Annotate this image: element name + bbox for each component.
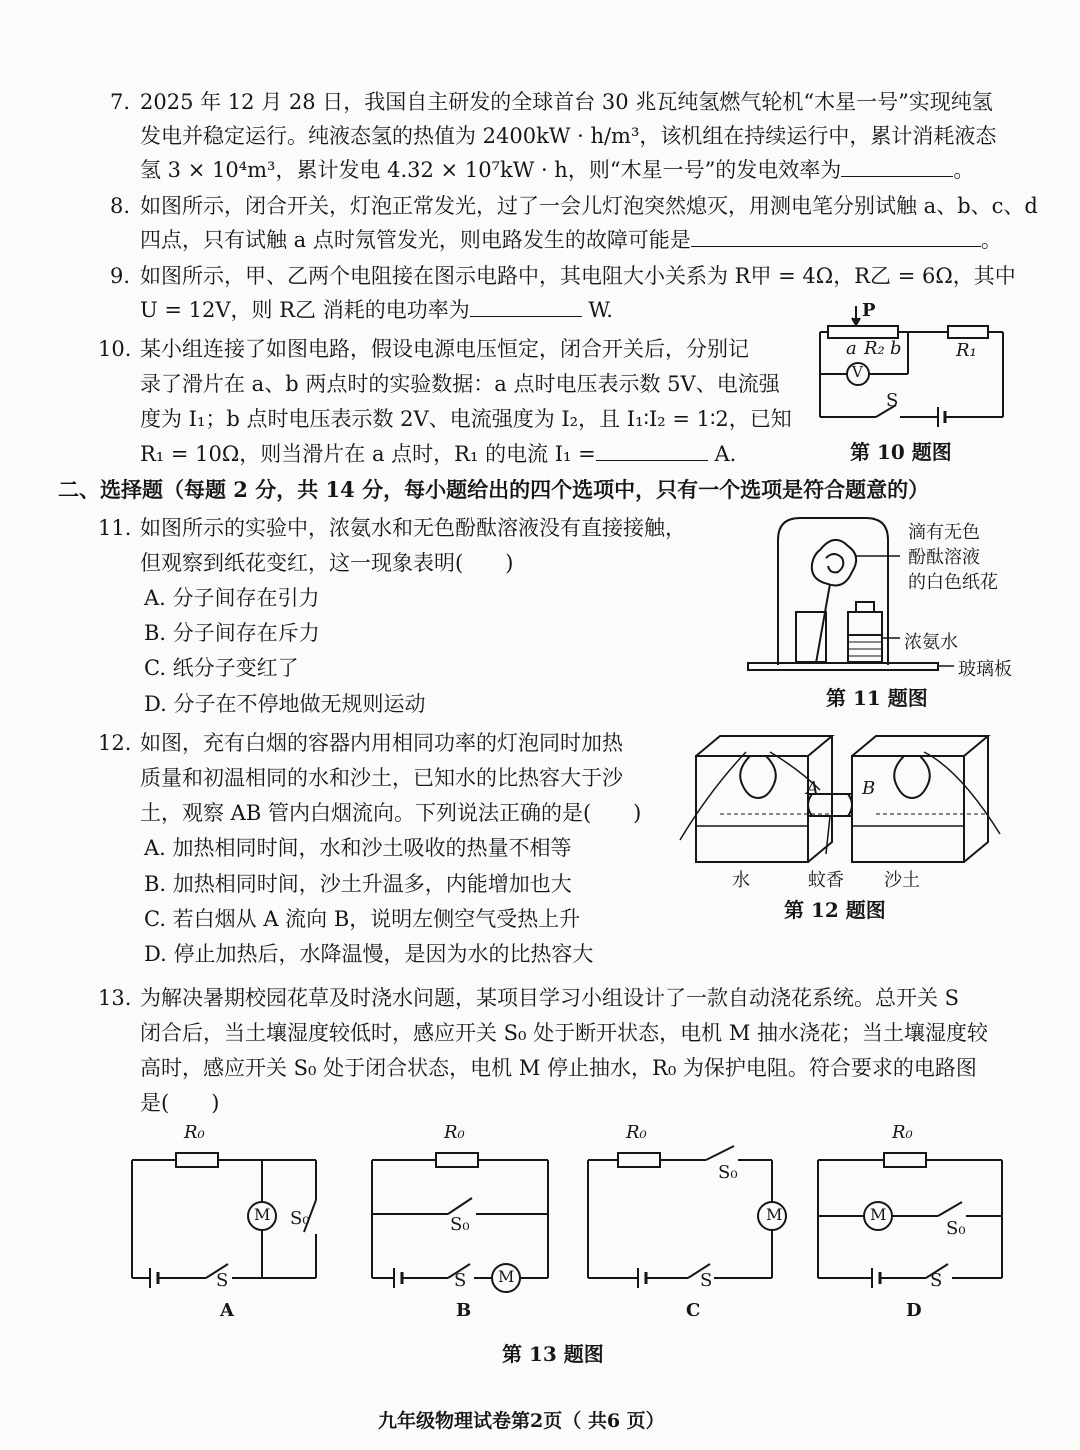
answer-blank-10[interactable] [596, 438, 708, 461]
question-13-line-3: 高时，感应开关 S₀ 处于闭合状态，电机 M 停止抽水，R₀ 为保护电阻。符合要求的电路图 [140, 1056, 977, 1080]
question-12-line-3: 土，观察 AB 管内白烟流向。下列说法正确的是( ) [140, 801, 642, 825]
figure-caption-12: 第 12 题图 [784, 898, 886, 922]
question-10-unit: A. [714, 442, 737, 466]
s0-label: S₀ [946, 1218, 966, 1239]
resistor-r0 [618, 1153, 660, 1167]
label-p: P [862, 300, 876, 321]
option-d[interactable]: D. 分子在不停地做无规则运动 [144, 692, 426, 716]
sand-label: 沙土 [884, 870, 920, 891]
question-number: 10. [98, 337, 132, 361]
r0-label: R₀ [626, 1122, 647, 1143]
question-12-boxes-figure [680, 730, 1010, 870]
resistor-r1 [948, 326, 988, 338]
answer-blank-7[interactable] [841, 154, 953, 177]
s0-label: S₀ [290, 1208, 310, 1229]
m-label: M [870, 1205, 887, 1224]
switch-s0 [938, 1202, 962, 1216]
label-r2: R₂ [864, 338, 885, 359]
option-a[interactable]: A. 分子间存在引力 [144, 586, 320, 610]
water-box [696, 756, 808, 862]
m-label: M [254, 1205, 271, 1224]
label-b: b [890, 338, 902, 359]
option-b[interactable]: B. 分子间存在斥力 [144, 621, 320, 645]
m-label: M [766, 1205, 783, 1224]
question-number: 13. [98, 986, 132, 1010]
answer-blank-8[interactable] [691, 224, 981, 247]
bulb-left [740, 756, 776, 798]
question-10-line-3: 度为 I₁；b 点时电压表示数 2V、电流强度为 I₂，且 I₁∶I₂ = 1∶2，已知 [140, 407, 792, 431]
question-7-end: 。 [953, 158, 975, 182]
figure-caption-13: 第 13 题图 [502, 1342, 604, 1366]
question-7-line-2: 发电并稳定运行。纯液态氢的热值为 2400kW · h/m³，该机组在持续运行中，累计消耗液态 [140, 124, 997, 148]
label-tube-b: B [862, 778, 876, 799]
glass-plate [748, 663, 938, 670]
question-10-circuit-figure [808, 302, 1008, 422]
label-tube-a: A [806, 778, 819, 799]
label-a: a [846, 338, 857, 359]
resistor-r0 [436, 1153, 478, 1167]
figure-caption-10: 第 10 题图 [850, 440, 952, 464]
s-label: S [930, 1270, 943, 1291]
r0-label: R₀ [184, 1122, 205, 1143]
r0-label: R₀ [892, 1122, 913, 1143]
sand-box [852, 756, 964, 862]
question-12-line-2: 质量和初温相同的水和沙土，已知水的比热容大于沙 [140, 766, 623, 790]
resistor-r0 [176, 1153, 218, 1167]
question-number: 9. [110, 264, 131, 288]
question-11-line-1: 如图所示的实验中，浓氨水和无色酚酞溶液没有直接接触， [140, 516, 686, 540]
option-label-b[interactable]: B [456, 1300, 472, 1321]
option-b[interactable]: B. 加热相同时间，沙土升温多，内能增加也大 [144, 872, 572, 896]
question-10-line-4 [140, 438, 736, 470]
label-r1: R₁ [956, 340, 977, 361]
option-c[interactable]: C. 若白烟从 A 流向 B，说明左侧空气受热上升 [144, 907, 581, 931]
question-7-text: 氢 3 × 10⁴m³，累计发电 4.32 × 10⁷kW · h，则“木星一号”的发电效率为 [140, 158, 842, 182]
ammonia-bottle [848, 612, 882, 662]
option-a[interactable]: A. 加热相同时间，水和沙土吸收的热量不相等 [144, 836, 572, 860]
s-label: S [700, 1270, 713, 1291]
ammonia-label: 浓氨水 [904, 632, 958, 653]
flower-label-2: 酚酞溶液 [908, 547, 980, 568]
question-number: 8. [110, 194, 131, 218]
question-9-line-2 [140, 294, 613, 326]
question-10-line-2: 录了滑片在 a、b 两点时的实验数据：a 点时电压表示数 5V、电流强 [140, 372, 780, 396]
option-label-c[interactable]: C [686, 1300, 701, 1321]
bulb-right [894, 756, 930, 798]
question-number: 7. [110, 90, 131, 114]
paper-flower [812, 540, 856, 586]
rheostat-r2 [828, 326, 898, 338]
option-label-a[interactable]: A [220, 1300, 234, 1321]
option-label-d[interactable]: D [906, 1300, 922, 1321]
question-8-line-2 [140, 224, 1002, 256]
flower-label-3: 的白色纸花 [908, 572, 998, 593]
question-7-line-1: 2025 年 12 月 28 日，我国自主研发的全球首台 30 兆瓦纯氢燃气轮机“木星一号”实现纯氢 [140, 90, 993, 114]
question-9-line-1: 如图所示，甲、乙两个电阻接在图示电路中，其电阻大小关系为 R甲 = 4Ω，R乙 = 6Ω，其中 [140, 264, 1016, 288]
circuit-option-d[interactable] [814, 1150, 1014, 1280]
r0-label: R₀ [444, 1122, 465, 1143]
resistor-r0 [884, 1153, 926, 1167]
question-13-line-1: 为解决暑期校园花草及时浇水问题，某项目学习小组设计了一款自动浇花系统。总开关 S [140, 986, 960, 1010]
page-footer: 九年级物理试卷第2页（ 共6 页） [378, 1410, 665, 1432]
question-8-line-1: 如图所示，闭合开关，灯泡正常发光，过了一会儿灯泡突然熄灭，用测电笔分别试触 a、b、c、d [140, 194, 1038, 218]
question-10-line-1: 某小组连接了如图电路，假设电源电压恒定，闭合开关后，分别记 [140, 337, 749, 361]
section-2-title: 二、选择题（每题 2 分，共 14 分，每小题给出的四个选项中，只有一个选项是符合题意的） [58, 477, 930, 502]
question-8-end: 。 [980, 228, 1002, 252]
s0-label: S₀ [718, 1162, 738, 1183]
switch-s0 [706, 1146, 734, 1160]
question-10-text: R₁ = 10Ω，则当滑片在 a 点时，R₁ 的电流 I₁ = [140, 442, 596, 466]
label-v: V [852, 363, 863, 381]
glass-plate-label: 玻璃板 [958, 659, 1012, 680]
question-9-unit: W. [588, 298, 613, 322]
question-11-line-2: 但观察到纸花变红，这一现象表明( ) [140, 551, 514, 575]
switch-s0 [448, 1198, 472, 1214]
s-label: S [454, 1270, 467, 1291]
answer-blank-9[interactable] [470, 294, 582, 317]
option-d[interactable]: D. 停止加热后，水降温慢，是因为水的比热容大 [144, 942, 594, 966]
question-9-text: U = 12V，则 R乙 消耗的电功率为 [140, 298, 470, 322]
water-label: 水 [732, 870, 750, 891]
question-7-line-3 [140, 154, 974, 186]
s0-label: S₀ [450, 1214, 470, 1235]
figure-caption-11: 第 11 题图 [826, 686, 928, 710]
option-c[interactable]: C. 纸分子变红了 [144, 656, 299, 680]
question-number: 12. [98, 731, 132, 755]
flower-label-1: 滴有无色 [908, 522, 980, 543]
question-number: 11. [98, 516, 132, 540]
label-s: S [886, 390, 899, 411]
question-13-line-4: 是( ) [140, 1091, 220, 1115]
incense-label: 蚊香 [808, 870, 844, 891]
m-label: M [498, 1267, 515, 1286]
question-8-text: 四点，只有试触 a 点时氖管发光，则电路发生的故障可能是 [140, 228, 691, 252]
s-label: S [216, 1270, 229, 1291]
question-13-line-2: 闭合后，当土壤湿度较低时，感应开关 S₀ 处于断开状态，电机 M 抽水浇花；当土壤湿度较 [140, 1021, 989, 1045]
question-12-line-1: 如图，充有白烟的容器内用相同功率的灯泡同时加热 [140, 731, 623, 755]
